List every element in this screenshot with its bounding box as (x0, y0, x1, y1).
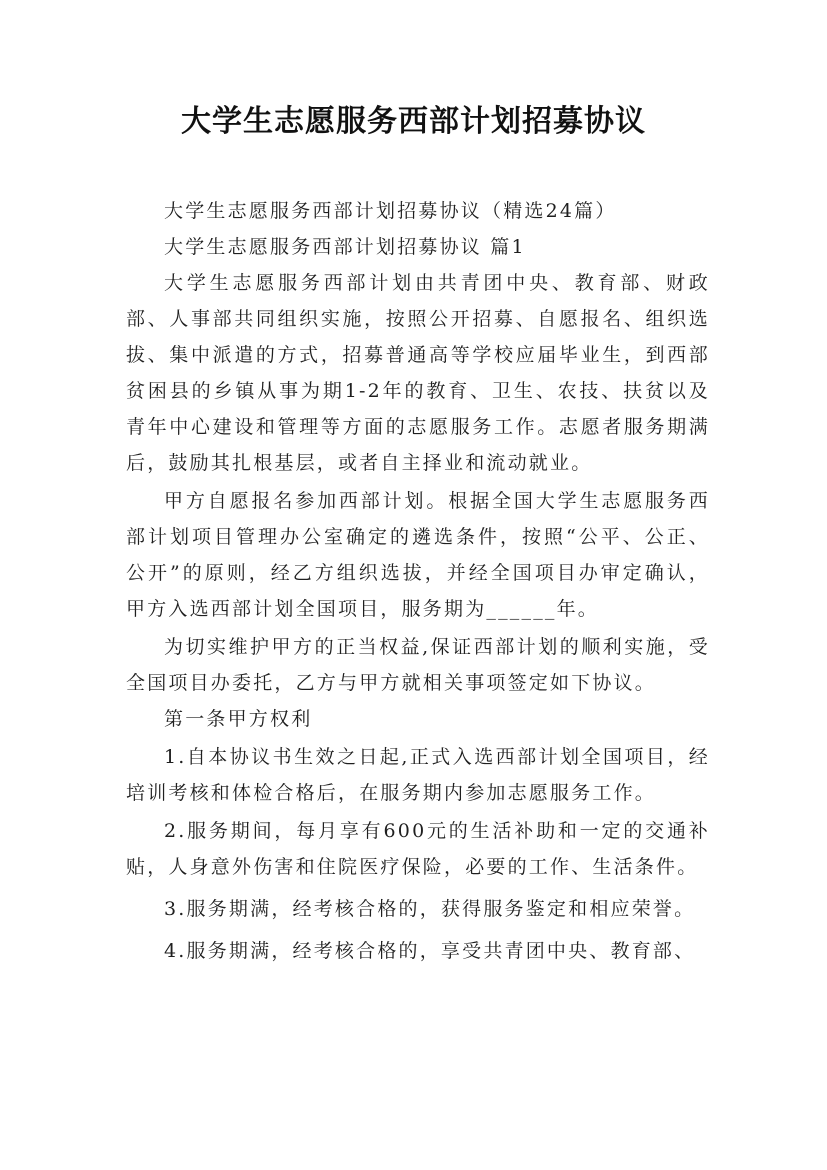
paragraph-right-1: 1.自本协议书生效之日起,正式入选西部计划全国项目，经培训考核和体检合格后，在服务期内参加志愿服务工作。 (126, 746, 710, 804)
paragraph-right-2: 2.服务期间，每月享有600元的生活补助和一定的交通补贴，人身意外伤害和住院医疗保险，必要的工作、生活条件。 (126, 820, 710, 878)
paragraph-intro: 大学生志愿服务西部计划由共青团中央、教育部、财政部、人事部共同组织实施，按照公开招募、自愿报名、组织选拔、集中派遣的方式，招募普通高等学校应届毕业生，到西部贫困县的乡镇从事为期1-2年的教育、卫生、农技、扶贫以及青年中心建设和管理等方面的志愿服务工作。志愿者服务期满后，鼓励其扎根基层，或者自主择业和流动就业。 (126, 272, 710, 474)
paragraph-purpose: 为切实维护甲方的正当权益,保证西部计划的顺利实施，受全国项目办委托，乙方与甲方就相关事项签定如下协议。 (126, 636, 710, 694)
paragraph-subtitle: 大学生志愿服务西部计划招募协议（精选24篇） (164, 200, 617, 222)
paragraph-right-4: 4.服务期满，经考核合格的，享受共青团中央、教育部、 (164, 940, 696, 962)
document-title: 大学生志愿服务西部计划招募协议 (181, 104, 646, 139)
paragraph-section-heading: 大学生志愿服务西部计划招募协议 篇1 (164, 236, 526, 258)
paragraph-article-one-heading: 第一条甲方权利 (164, 708, 313, 730)
paragraph-right-3: 3.服务期满，经考核合格的，获得服务鉴定和相应荣誉。 (164, 898, 696, 920)
document-body (126, 193, 710, 969)
paragraph-selection: 甲方自愿报名参加西部计划。根据全国大学生志愿服务西部计划项目管理办公室确定的遴选条件，按照“公平、公正、公开”的原则，经乙方组织选拔，并经全国项目办审定确认，甲方入选西部计划全国项目，服务期为______年。 (126, 490, 710, 620)
